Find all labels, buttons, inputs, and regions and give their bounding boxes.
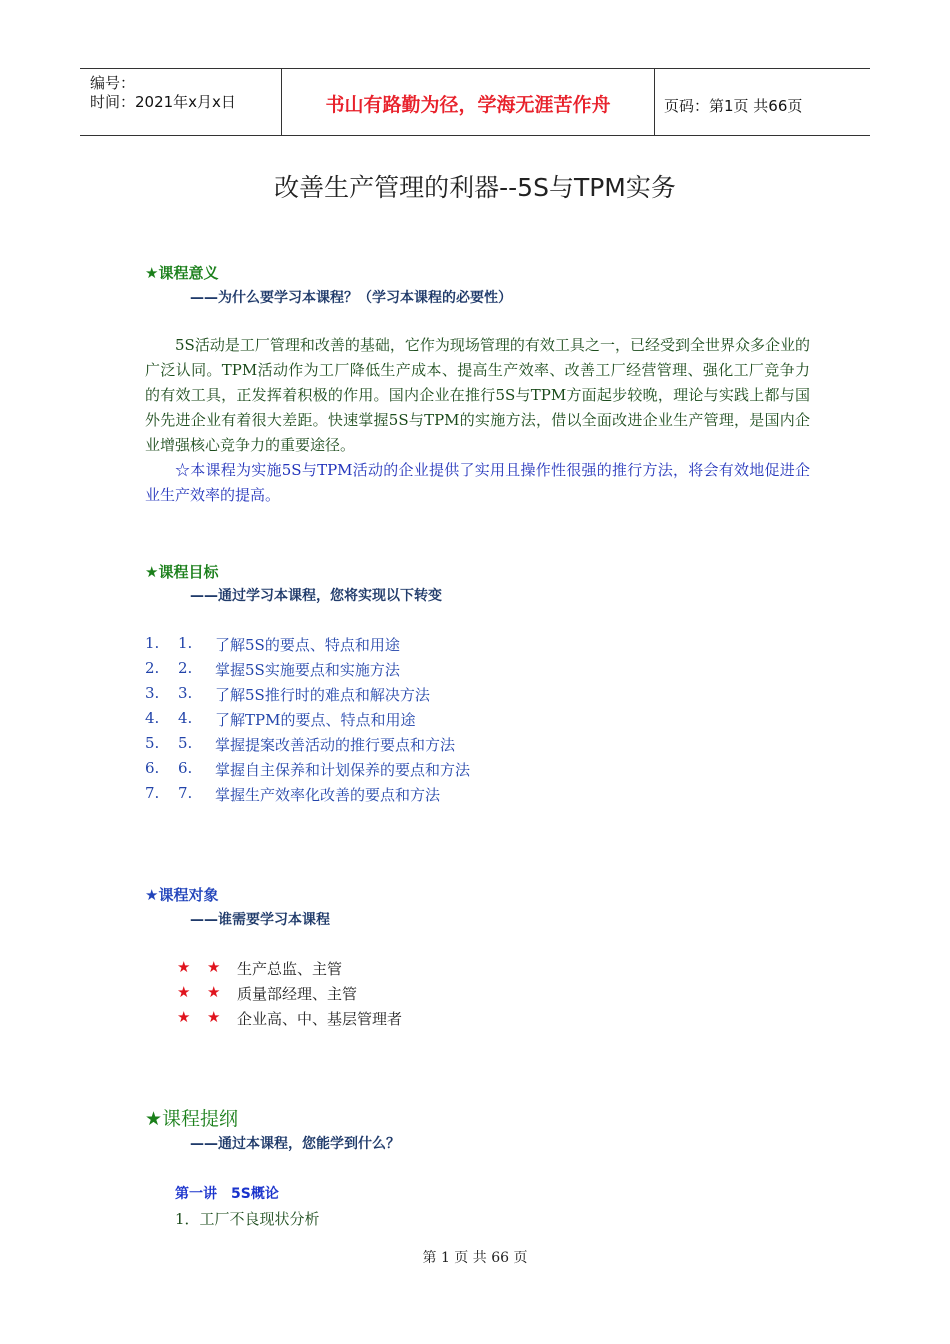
outline-item: 1．工厂不良现状分析 (175, 1210, 320, 1228)
header-page-info: 页码：第1页 共66页 (664, 97, 803, 115)
list-text: 了解5S的要点、特点和用途 (215, 636, 400, 654)
list-item (145, 759, 745, 781)
significance-body (145, 333, 810, 508)
list-number: 4. (178, 709, 193, 727)
list-number: 1. (145, 634, 160, 652)
goals-list (145, 634, 745, 814)
list-text: 掌握5S实施要点和实施方法 (215, 661, 400, 679)
list-text: 掌握自主保养和计划保养的要点和方法 (215, 761, 471, 779)
list-number: 6. (178, 759, 193, 777)
page-title: 改善生产管理的利器--5S与TPM实务 (274, 173, 676, 202)
header-top-rule (80, 68, 870, 69)
audience-list (177, 958, 677, 1038)
list-item (145, 684, 745, 706)
list-number: 4. (145, 709, 160, 727)
goals-heading: ★课程目标 (145, 563, 219, 581)
star-bullet-icon: ★ (207, 958, 221, 976)
list-number: 2. (178, 659, 193, 677)
significance-highlight: ☆本课程为实施5S与TPM活动的企业提供了实用且操作性很强的推行方法，将会有效地促进企业生产效率的提高。 (145, 461, 810, 504)
significance-heading: ★课程意义 (145, 264, 219, 282)
list-number: 2. (145, 659, 160, 677)
significance-paragraph: 5S活动是工厂管理和改善的基础，它作为现场管理的有效工具之一，已经受到全世界众多企业的广泛认同。TPM活动作为工厂降低生产成本、提高生产效率、改善工厂经营管理、强化工厂竞争力的有效工具，正发挥着积极的作用。国内企业在推行5S与TPM方面起步较晚，理论与实践上都与国外先进企业有着很大差距。快速掌握5S与TPM的实施方法，借以全面改进企业生产管理，是国内企业增强核心竞争力的重要途径。 (145, 336, 810, 454)
star-bullet-icon: ★ (177, 1008, 191, 1026)
list-item (145, 709, 745, 731)
list-item (145, 734, 745, 756)
list-text: 了解5S推行时的难点和解决方法 (215, 686, 430, 704)
list-item (145, 634, 745, 656)
list-text: 了解TPM的要点、特点和用途 (215, 711, 416, 729)
list-number: 3. (145, 684, 160, 702)
list-text: 掌握生产效率化改善的要点和方法 (215, 786, 441, 804)
list-item (177, 983, 677, 1005)
lecture-title: 第一讲 5S概论 (175, 1186, 279, 1202)
doc-number-label: 编号： (90, 74, 136, 92)
list-text: 企业高、中、基层管理者 (237, 1010, 403, 1028)
list-item (145, 659, 745, 681)
significance-subheading: ——为什么要学习本课程？（学习本课程的必要性） (190, 290, 512, 306)
list-item (145, 784, 745, 806)
list-item (177, 1008, 677, 1030)
list-text: 生产总监、主管 (237, 960, 343, 978)
list-number: 7. (145, 784, 160, 802)
star-bullet-icon: ★ (177, 958, 191, 976)
header-divider (654, 68, 655, 136)
outline-heading: ★课程提纲 (145, 1108, 239, 1130)
header-motto: 书山有路勤为径，学海无涯苦作舟 (325, 94, 611, 116)
list-text: 掌握提案改善活动的推行要点和方法 (215, 736, 456, 754)
star-bullet-icon: ★ (207, 983, 221, 1001)
list-item (177, 958, 677, 980)
list-number: 1. (178, 634, 193, 652)
page-footer: 第 1 页 共 66 页 (422, 1250, 528, 1266)
list-number: 5. (178, 734, 193, 752)
star-bullet-icon: ★ (177, 983, 191, 1001)
star-bullet-icon: ★ (207, 1008, 221, 1026)
doc-time-label: 时间：2021年x月x日 (90, 93, 236, 111)
list-number: 7. (178, 784, 193, 802)
list-text: 质量部经理、主管 (237, 985, 358, 1003)
list-number: 6. (145, 759, 160, 777)
list-number: 5. (145, 734, 160, 752)
list-number: 3. (178, 684, 193, 702)
goals-subheading: ——通过学习本课程，您将实现以下转变 (190, 588, 442, 604)
header-bottom-rule (80, 135, 870, 136)
audience-subheading: ——谁需要学习本课程 (190, 912, 330, 928)
audience-heading: ★课程对象 (145, 886, 219, 904)
outline-subheading: ——通过本课程，您能学到什么？ (190, 1136, 400, 1152)
